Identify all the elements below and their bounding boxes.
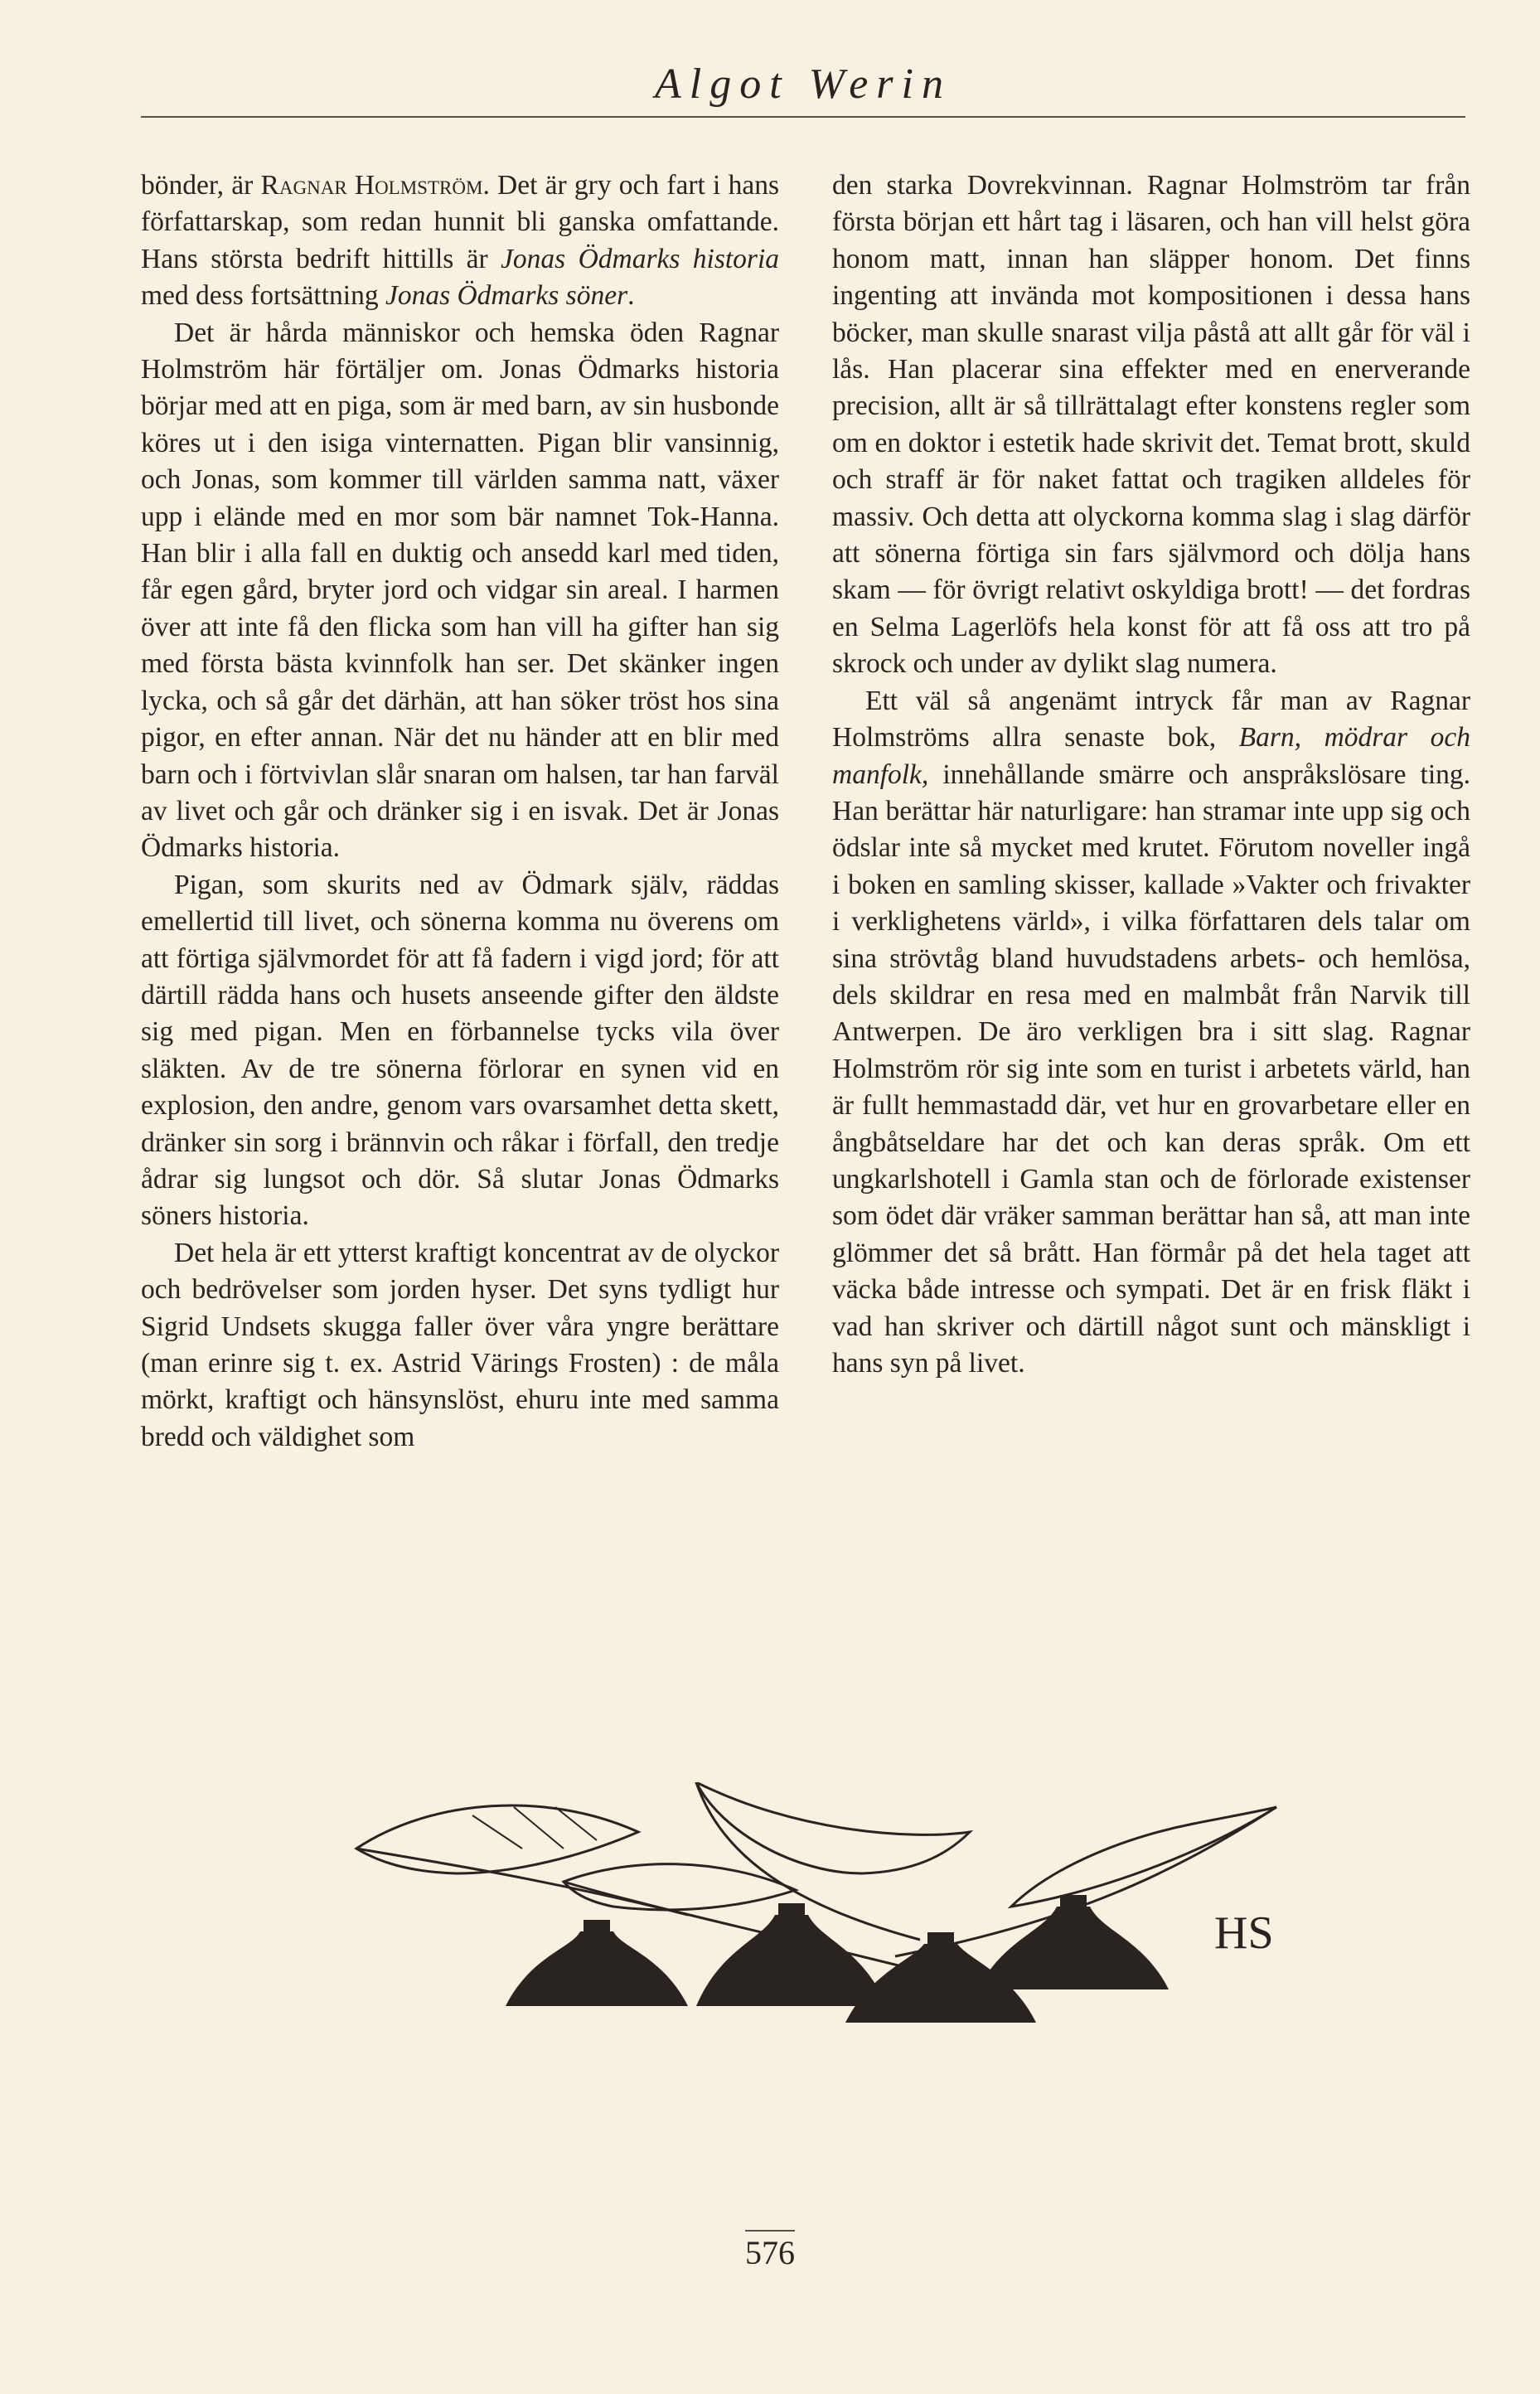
header-rule bbox=[141, 116, 1465, 118]
paragraph: Det hela är ett ytterst kraftigt koncentrat av de olyckor och bedrövelser som jorden hyser. Det syns tydligt hur Sigrid Undsets skugga faller över våra yngre berättare (man erinre sig t. ex. Astrid Värings Frosten) : de måla mörkt, kraftigt och hänsynslöst, ehuru inte med samma bredd och väldighet som bbox=[141, 1237, 779, 1452]
page-number: 576 bbox=[0, 2230, 1540, 2272]
paragraph: Pigan, som skurits ned av Ödmark själv, räddas emellertid till livet, och sönerna komma nu överens om att förtiga självmordet för att få fadern i vigd jord; för att därtill rädda hans och husets anseende gifter den äldste sig med pigan. Men en förbannelse tycks vila över släkten. Av de tre sönerna förlorar en synen vid en explosion, den andre, genom vars ovarsamhet detta skett, dränker sin sorg i brännvin och råkar i förfall, den tredje ådrar sig lungsot och dör. Så slutar Jonas Ödmarks söners historia. bbox=[141, 869, 779, 1232]
right-column bbox=[832, 167, 1470, 1382]
inkwell-icon bbox=[978, 1907, 1169, 1989]
artist-monogram: HS bbox=[1214, 1907, 1274, 1959]
running-title: Algot Werin bbox=[655, 61, 952, 108]
book-title: Jonas Ödmarks söner bbox=[385, 280, 628, 312]
book-title: Jonas Ödmarks historia bbox=[501, 243, 780, 274]
paragraph: Det är hårda människor och hemska öden Ragnar Holmström här förtäljer om. Jonas Ödmarks historia börjar med att en piga, som är med barn, av sin husbonde köres ut i den isiga vinternatten. Pigan blir vansinnig, och Jonas, som kommer till världen samma natt, växer upp i elände med en mor som bär namnet Tok-Hanna. Han blir i alla fall en duktig och ansedd karl med tiden, får egen gård, bryter jord och vidgar sin areal. I harmen över att inte få den flicka som han vill ha gifter han sig med första bästa kvinnfolk han ser. Det skänker ingen lycka, och så går det därhän, att han söker tröst hos sina pigor, en efter annan. När det nu händer att en blir med barn och i förtvivlan slår snaran om halsen, tar han farväl av livet och går och dränker sig i en isvak. Det är Jonas Ödmarks historia. bbox=[141, 317, 779, 864]
paragraph: den starka Dovrekvinnan. Ragnar Holmström tar från första början ett hårt tag i läsaren, och han vill helst göra honom matt, innan han släpper honom. Det finns ingenting att invända mot kompositionen i dessa hans böcker, man skulle snarast vilja påstå att allt går för väl i lås. Han placerar sina effekter med en enerverande precision, allt är så tillrättalagt efter konstens regler som om en doktor i estetik hade skrivit det. Temat brott, skuld och straff är för naket fattat och tragiken alldeles för massiv. Och detta att olyckorna komma slag i slag därför att sönerna förtiga sin fars självmord och dölja hans skam — för övrigt relativt oskyldiga brott! — det fordras en Selma Lagerlöfs hela konst för att få oss att tro på skrock och under av dylikt slag numera. bbox=[832, 170, 1470, 680]
inkwell-icon bbox=[506, 1931, 688, 2006]
paragraph: Ett väl så angenämt intryck får man av Ragnar Holmströms allra senaste bok, Barn, mödrar och manfolk, innehållande smärre och anspråkslösare ting. Han berättar här naturligare: han stramar inte upp sig och ödslar inte så mycket med krutet. Förutom noveller ingå i boken en samling skisser, kallade »Vakter och frivakter i verklighetens värld», i vilka författaren dels talar om sina strövtåg bland huvudstadens arbets- och hemlösa, dels skildrar en resa med en malmbåt från Narvik till Antwerpen. De äro verkligen bra i sitt slag. Ragnar Holmström rör sig inte som en turist i arbetets värld, han är fullt hemmastadd där, vet hur en grovarbetare eller en ångbåtseldare har det och kan deras språk. Om ett ungkarlshotell i Gamla stan och de förlorade existenser som ödet där vräker samman berättar han så, att man inte glömmer det så brått. Han förmår på det hela taget att väcka både intresse och sympati. Det är en frisk fläkt i vad han skriver och därtill något sunt och mänskligt i hans syn på livet. bbox=[832, 685, 1470, 1379]
inkwell-icon bbox=[696, 1915, 887, 2006]
left-column bbox=[141, 167, 779, 1456]
book-title: Barn, mödrar och manfolk, bbox=[832, 722, 1470, 790]
author-name: Ragnar Holmström bbox=[260, 170, 483, 201]
quill-icon bbox=[564, 1864, 796, 1910]
quill-icon bbox=[696, 1782, 970, 1873]
quill-icon bbox=[1011, 1807, 1276, 1907]
quill-inkwell-ornament bbox=[332, 1782, 1293, 2064]
paragraph: bönder, är Ragnar Holmström. Det är gry och fart i hans författarskap, som redan hunnit bli ganska omfattande. Hans största bedrift hittills är Jonas Ödmarks historia med dess fortsättning Jonas Ödmarks söner. bbox=[141, 170, 780, 312]
